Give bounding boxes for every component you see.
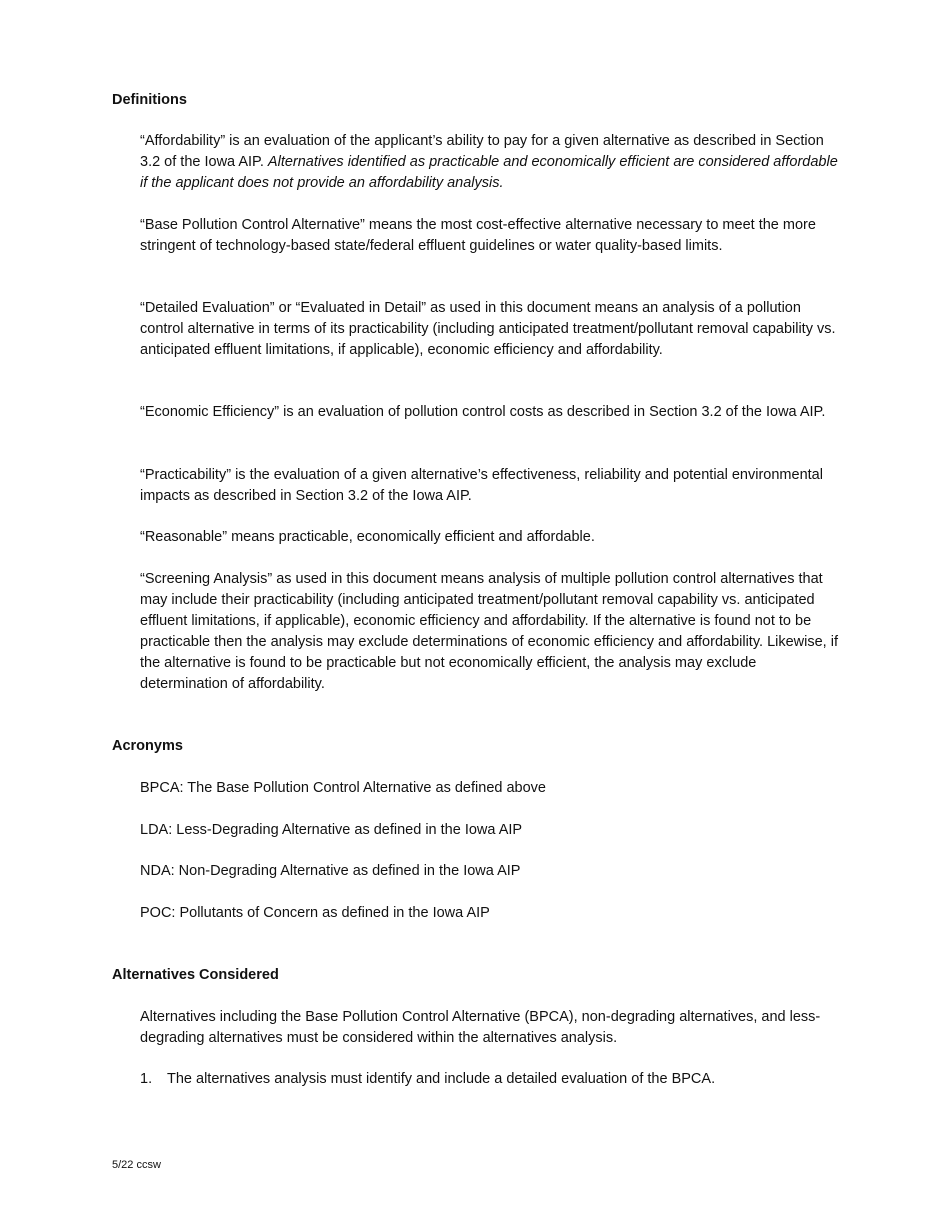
acronym-bpca: BPCA: The Base Pollution Control Alternative as defined above bbox=[140, 780, 546, 796]
acronym-nda: NDA: Non-Degrading Alternative as defined in the Iowa AIP bbox=[140, 863, 521, 879]
definition-screening-analysis: “Screening Analysis” as used in this document means analysis of multiple pollution control alternatives that may include their practicability (including anticipated treatment/pollutant removal capability vs. anticipated effluent limitations, if applicable), economic efficiency and affordability. If the alternative is found not to be practicable then the analysis may exclude determinations of economic efficiency and affordability. Likewise, if the alternative is found to be practicable but not economically efficient, the analysis may exclude determination of affordability. bbox=[140, 571, 838, 692]
list-item-text: The alternatives analysis must identify and include a detailed evaluation of the BPCA. bbox=[167, 1071, 716, 1087]
list-number: 1. bbox=[140, 1071, 153, 1087]
affordability-text: “Affordability” is an evaluation of the applicant’s ability to pay for a given alternative as described in Section 3.2 of the Iowa AIP. bbox=[140, 133, 824, 170]
definition-affordability bbox=[140, 131, 840, 194]
affordability-italic-text: Alternatives identified as practicable and economically efficient are considered affordable if the applicant does not provide an affordability analysis. bbox=[140, 154, 838, 191]
acronym-lda: LDA: Less-Degrading Alternative as defined in the Iowa AIP bbox=[140, 822, 523, 838]
definition-bpca: “Base Pollution Control Alternative” means the most cost-effective alternative necessary to meet the more stringent of technology-based state/federal effluent guidelines or water quality-based limits. bbox=[140, 217, 816, 254]
footer-revision: 5/22 ccsw bbox=[112, 1159, 161, 1171]
definition-practicability: “Practicability” is the evaluation of a given alternative’s effectiveness, reliability and potential environmental impacts as described in Section 3.2 of the Iowa AIP. bbox=[140, 467, 823, 504]
definition-economic-efficiency: “Economic Efficiency” is an evaluation of pollution control costs as described in Section 3.2 of the Iowa AIP. bbox=[140, 404, 826, 420]
acronym-poc: POC: Pollutants of Concern as defined in the Iowa AIP bbox=[140, 905, 490, 921]
alternatives-intro: Alternatives including the Base Pollution Control Alternative (BPCA), non-degrading alternatives, and less-degrading alternatives must be considered within the alternatives analysis. bbox=[140, 1009, 821, 1046]
acronyms-heading: Acronyms bbox=[112, 738, 183, 754]
alternatives-heading: Alternatives Considered bbox=[112, 967, 279, 983]
list-item bbox=[140, 1069, 840, 1090]
definition-detailed-evaluation: “Detailed Evaluation” or “Evaluated in Detail” as used in this document means an analysis of a pollution control alternative in terms of its practicability (including anticipated treatment/pollutant removal capability vs. anticipated effluent limitations, if applicable), economic efficiency and affordability. bbox=[140, 300, 836, 358]
definition-reasonable: “Reasonable” means practicable, economically efficient and affordable. bbox=[140, 529, 595, 545]
definitions-heading: Definitions bbox=[112, 92, 187, 108]
